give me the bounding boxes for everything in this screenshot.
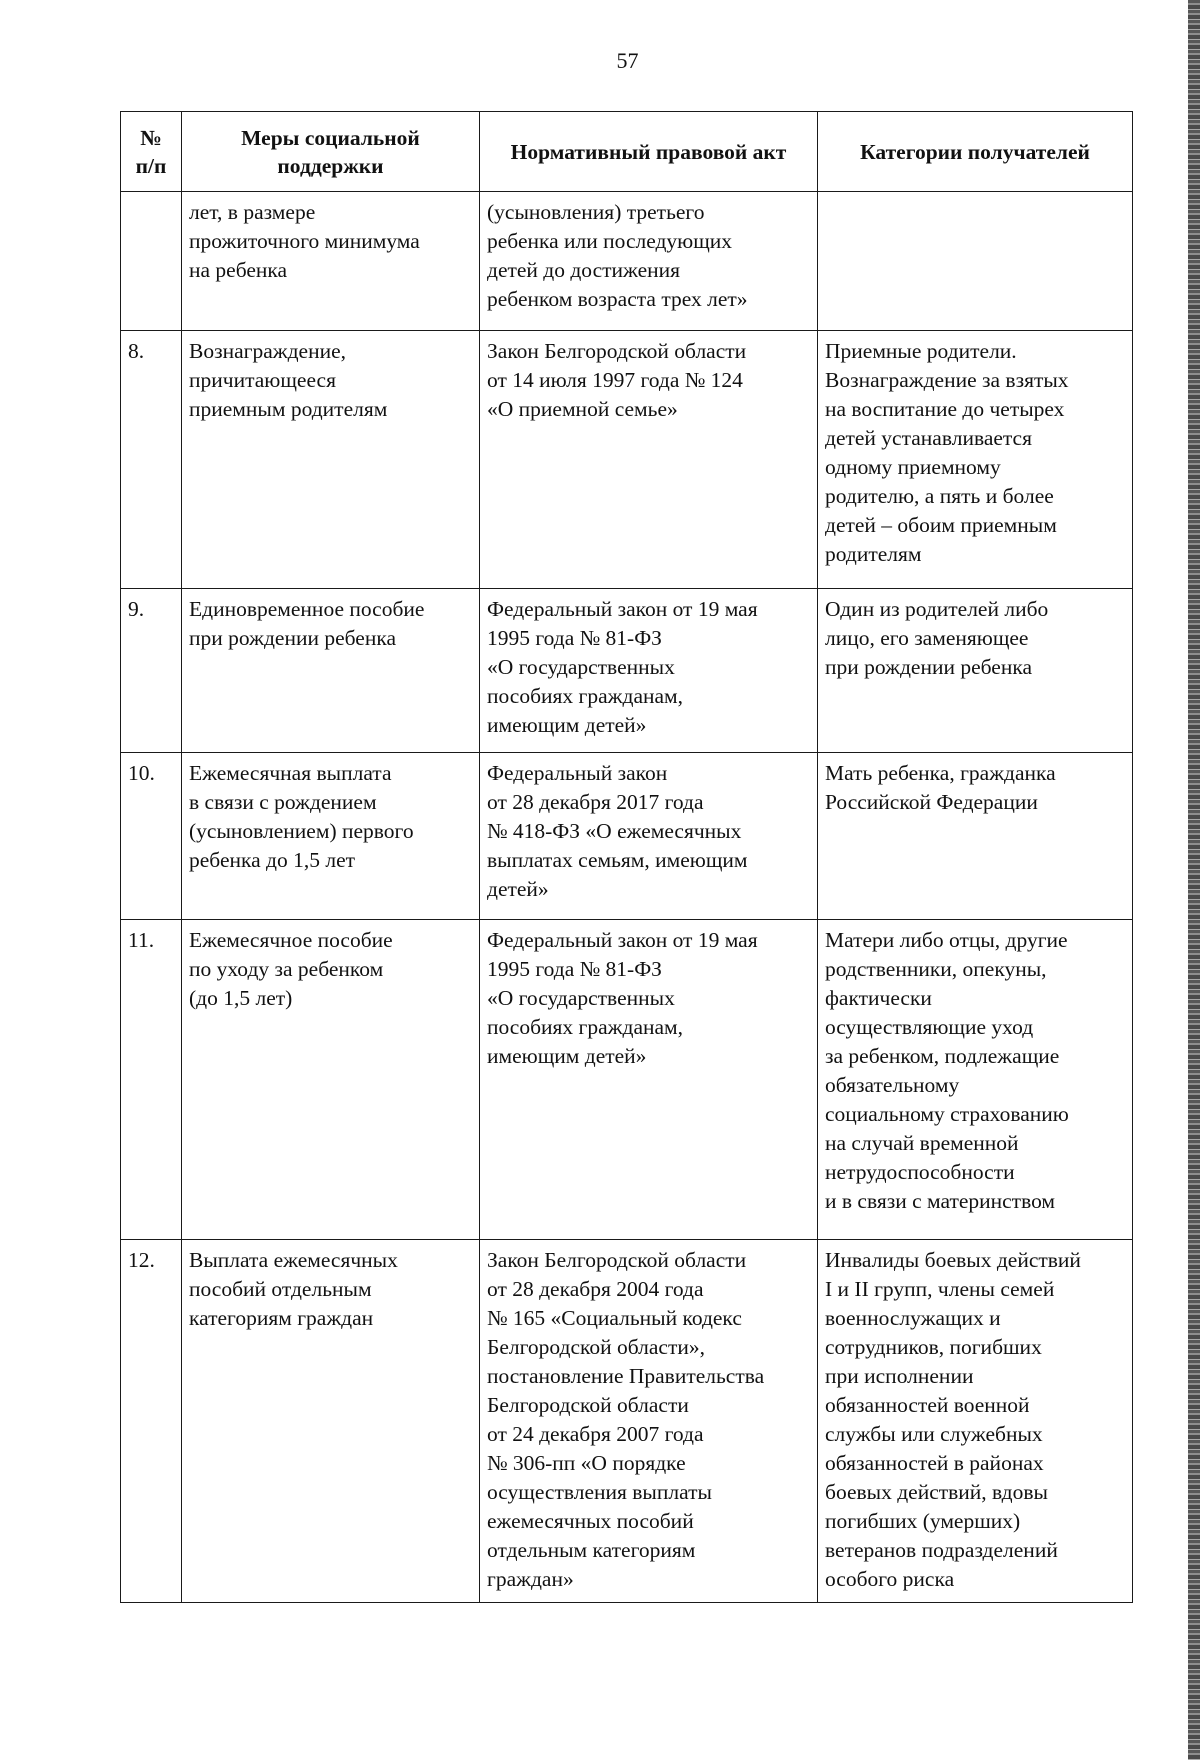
cell-recipients: Один из родителей либо лицо, его заменяющее при рождении ребенка [818, 589, 1133, 753]
cell-legal-act: Федеральный закон от 28 декабря 2017 года № 418-ФЗ «О ежемесячных выплатах семьям, имеющим детей» [480, 753, 818, 920]
cell-measure: Ежемесячное пособие по уходу за ребенком (до 1,5 лет) [182, 920, 480, 1240]
table-row [121, 331, 1133, 589]
cell-number: 8. [121, 331, 182, 589]
cell-legal-act: Закон Белгородской области от 28 декабря 2004 года № 165 «Социальный кодекс Белгородской области», постановление Правительства Белгородской области от 24 декабря 2007 года № 306-пп «О порядке осуществления выплаты ежемесячных пособий отдельным категориям граждан» [480, 1240, 818, 1603]
header-recipients: Категории получателей [818, 112, 1133, 192]
cell-measure: Выплата ежемесячных пособий отдельным категориям граждан [182, 1240, 480, 1603]
header-number: № п/п [121, 112, 182, 192]
cell-legal-act: Федеральный закон от 19 мая 1995 года № 81-ФЗ «О государственных пособиях гражданам, имеющим детей» [480, 589, 818, 753]
cell-legal-act: Закон Белгородской области от 14 июля 1997 года № 124 «О приемной семье» [480, 331, 818, 589]
cell-number: 10. [121, 753, 182, 920]
table-row [121, 753, 1133, 920]
cell-measure: Ежемесячная выплата в связи с рождением (усыновлением) первого ребенка до 1,5 лет [182, 753, 480, 920]
cell-number: 9. [121, 589, 182, 753]
cell-legal-act: (усыновления) третьего ребенка или последующих детей до достижения ребенком возраста трех лет» [480, 192, 818, 331]
cell-recipients: Инвалиды боевых действий I и II групп, члены семей военнослужащих и сотрудников, погибших при исполнении обязанностей военной службы или служебных обязанностей в районах боевых действий, вдовы погибших (умерших) ветеранов подразделений особого риска [818, 1240, 1133, 1603]
scan-edge-shadow [1188, 0, 1200, 1760]
cell-measure: лет, в размере прожиточного минимума на ребенка [182, 192, 480, 331]
cell-number: 11. [121, 920, 182, 1240]
cell-number [121, 192, 182, 331]
table-row [121, 589, 1133, 753]
cell-recipients: Приемные родители. Вознаграждение за взятых на воспитание до четырех детей устанавливается одному приемному родителю, а пять и более детей – обоим приемным родителям [818, 331, 1133, 589]
cell-measure: Единовременное пособие при рождении ребенка [182, 589, 480, 753]
table-row [121, 192, 1133, 331]
cell-recipients: Матери либо отцы, другие родственники, опекуны, фактически осуществляющие уход за ребенком, подлежащие обязательному социальному страхованию на случай временной нетрудоспособности и в связи с материнством [818, 920, 1133, 1240]
cell-recipients: Мать ребенка, гражданка Российской Федерации [818, 753, 1133, 920]
header-legal-act: Нормативный правовой акт [480, 112, 818, 192]
page-number: 57 [616, 48, 639, 73]
table-header-row [121, 112, 1133, 192]
table-row [121, 1240, 1133, 1603]
header-measures: Меры социальной поддержки [182, 112, 480, 192]
cell-number: 12. [121, 1240, 182, 1603]
table-row [121, 920, 1133, 1240]
social-support-table [120, 111, 1133, 1603]
cell-recipients [818, 192, 1133, 331]
cell-legal-act: Федеральный закон от 19 мая 1995 года № 81-ФЗ «О государственных пособиях гражданам, имеющим детей» [480, 920, 818, 1240]
cell-measure: Вознаграждение, причитающееся приемным родителям [182, 331, 480, 589]
